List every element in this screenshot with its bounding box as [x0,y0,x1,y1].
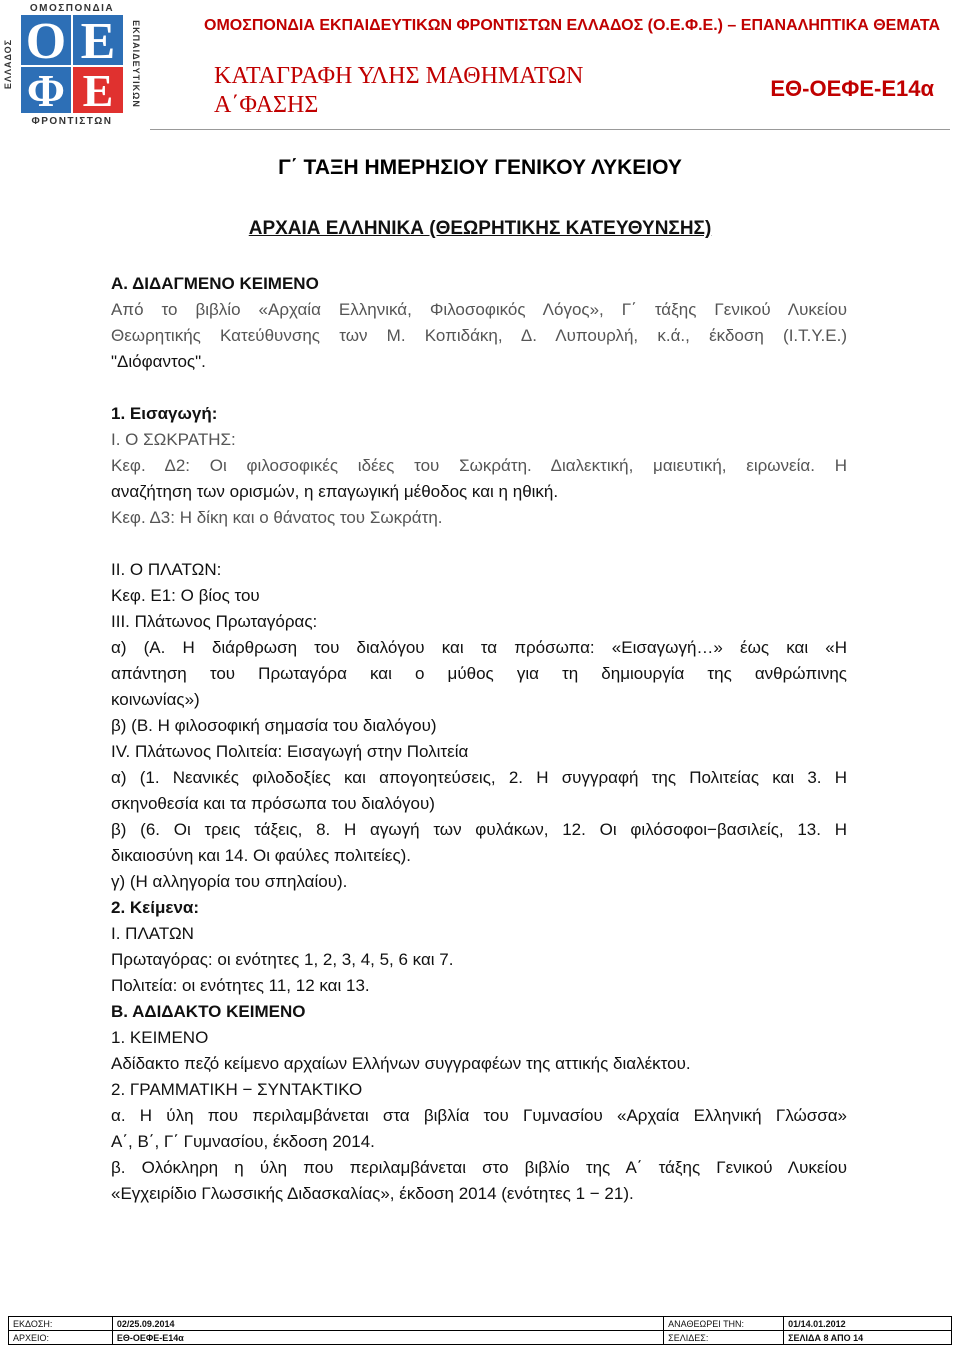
plato-line1: Κεφ. Ε1: Ο βίος του [111,586,260,605]
footer-edition-label: ΕΚΔΟΣΗ: [9,1317,113,1331]
politeia-b-line1: β) (6. Οι τρεις τάξεις, 8. Η αγωγή των φυλάκων, 12. Οι φιλόσοφοι−βασιλείς, 13. Η [111,820,847,839]
footer-pages-value: ΣΕΛΙΔΑ 8 ΑΠΟ 14 [784,1331,952,1345]
subject-title: ΑΡΧΑΙΑ ΕΛΛΗΝΙΚΑ (ΘΕΩΡΗΤΙΚΗΣ ΚΑΤΕΥΘΥΝΣΗΣ) [248,218,712,239]
document-title-line1: ΚΑΤΑΓΡΑΦΗ ΥΛΗΣ ΜΑΘΗΜΑΤΩΝ [214,63,584,89]
socrates-line2: αναζήτηση των ορισμών, η επαγωγική μέθοδος και η ηθική. [111,482,559,501]
texts-plato: Ι. ΠΛΑΤΩΝ [111,924,194,943]
svg-text:ΕΚΠΑΙΔΕΥΤΙΚΩΝ: ΕΚΠΑΙΔΕΥΤΙΚΩΝ [131,20,141,108]
logo-letter-o: Ο [25,13,67,70]
texts-politeia: Πολιτεία: οι ενότητες 11, 12 και 13. [111,976,370,995]
page-header [0,0,960,130]
svg-text:Ε: Ε [80,13,116,70]
section-a-heading: Α. ΔΙΔΑΓΜΕΝΟ ΚΕΙΜΕΝΟ [111,274,319,293]
politeia-a-line2: σκηνοθεσία και τα πρόσωπα του διαλόγου) [111,794,435,813]
svg-text:ΦΡΟΝΤΙΣΤΩΝ: ΦΡΟΝΤΙΣΤΩΝ [31,116,113,127]
header-divider [150,129,950,130]
svg-text:ΟΜΟΣΠΟΝΔΙΑ: ΟΜΟΣΠΟΝΔΙΑ [29,3,115,14]
footer-row-file [9,1331,952,1345]
footer-file-value: ΕΘ-ΟΕΦΕ-Ε14α [112,1331,663,1345]
section-a-intro-line3: "Διόφαντος". [111,352,206,371]
footer-revises-value: 01/14.01.2012 [784,1317,952,1331]
organization-title: ΟΜΟΣΠΟΝΔΙΑ ΕΚΠΑΙΔΕΥΤΙΚΩΝ ΦΡΟΝΤΙΣΤΩΝ ΕΛΛΑΔΟΣ (Ο.Ε.Φ.Ε.) – ΕΠΑΝΑΛΗΠΤΙΚΑ ΘΕΜΑΤΑ [204,17,941,34]
plato-heading: ΙΙ. Ο ΠΛΑΤΩΝ: [111,560,222,579]
section-b-heading: Β. ΑΔΙΔΑΚΤΟ ΚΕΙΜΕΝΟ [111,1002,306,1021]
svg-text:ΕΛΛΑΔΟΣ: ΕΛΛΑΔΟΣ [3,38,13,90]
footer-row-edition [9,1317,952,1331]
politeia-a-line1: α) (1. Νεανικές φιλοδοξίες και απογοητεύσεις, 2. Η συγγραφή της Πολιτείας και 3. Η [111,768,847,787]
b1-heading: 1. ΚΕΙΜΕΝΟ [111,1028,209,1047]
protagoras-a-line2: απάντηση του Πρωταγόρα και ο μύθος για τη δημιουργία της ανθρώπινης [111,664,847,683]
protagoras-heading: ΙΙΙ. Πλάτωνος Πρωταγόρας: [111,612,318,631]
footer-pages-label: ΣΕΛΙΔΕΣ: [664,1331,784,1345]
b2-b-line1: β. Ολόκληρη η ύλη που περιλαμβάνεται στο βιβλίο της Α΄ τάξης Γενικού Λυκείου [111,1158,847,1177]
grade-title: Γ΄ ΤΑΞΗ ΗΜΕΡΗΣΙΟΥ ΓΕΝΙΚΟΥ ΛΥΚΕΙΟΥ [278,156,682,179]
protagoras-b: β) (Β. Η φιλοσοφική σημασία του διαλόγου) [111,716,437,735]
footer-table [8,1316,952,1345]
politeia-b-line2: δικαιοσύνη και 14. Οι φαύλες πολιτείες). [111,846,412,865]
protagoras-a-line1: α) (Α. Η διάρθρωση του διαλόγου και τα πρόσωπα: «Εισαγωγή…» έως και «Η [111,638,847,657]
svg-text:Ε: Ε [82,65,114,116]
footer-edition-value: 02/25.09.2014 [112,1317,663,1331]
socrates-heading: Ι. Ο ΣΩΚΡΑΤΗΣ: [111,430,236,449]
texts-protagoras: Πρωταγόρας: οι ενότητες 1, 2, 3, 4, 5, 6 και 7. [111,950,454,969]
footer-file-label: ΑΡΧΕΙΟ: [9,1331,113,1345]
section-a-intro-line1: Από το βιβλίο «Αρχαία Ελληνικά, Φιλοσοφικός Λόγος», Γ΄ τάξης Γενικού Λυκείου [111,300,847,319]
document-title-line2: Α΄ΦΑΣΗΣ [214,92,319,118]
document-title [214,62,583,120]
b2-a-line2: Α΄, Β΄, Γ΄ Γυμνασίου, έκδοση 2014. [111,1132,375,1151]
footer-revises-label: ΑΝΑΘΕΩΡΕΙ ΤΗΝ: [664,1317,784,1331]
protagoras-a-line3: κοινωνίας») [111,690,200,709]
b2-b-line2: «Εγχειρίδιο Γλωσσικής Διδασκαλίας», έκδοση 2014 (ενότητες 1 − 21). [111,1184,634,1203]
socrates-line1: Κεφ. Δ2: Οι φιλοσοφικές ιδέες του Σωκράτη. Διαλεκτική, μαιευτική, ειρωνεία. Η [111,456,847,475]
section-a-intro-line2: Θεωρητικής Κατεύθυνσης των Μ. Κοπιδάκη, Δ. Λυπουρλή, κ.ά., έκδοση (Ι.Τ.Υ.Ε.) [111,326,847,345]
oefe-logo-icon [2,0,142,128]
politeia-heading: ΙV. Πλάτωνος Πολιτεία: Εισαγωγή στην Πολιτεία [111,742,469,761]
b1-text: Αδίδακτο πεζό κείμενο αρχαίων Ελλήνων συγγραφέων της αττικής διαλέκτου. [111,1054,691,1073]
svg-text:Φ: Φ [26,65,66,116]
b2-a-line1: α. Η ύλη που περιλαμβάνεται στα βιβλία του Γυμνασίου «Αρχαία Ελληνική Γλώσσα» [111,1106,847,1125]
document-code: ΕΘ-ΟΕΦΕ-Ε14α [770,76,934,101]
socrates-line3: Κεφ. Δ3: Η δίκη και ο θάνατος του Σωκράτη. [111,508,443,527]
politeia-c: γ) (Η αλληγορία του σπηλαίου). [111,872,348,891]
b2-heading: 2. ΓΡΑΜΜΑΤΙΚΗ − ΣΥΝΤΑΚΤΙΚΟ [111,1080,363,1099]
intro-heading: 1. Εισαγωγή: [111,404,218,423]
texts-heading: 2. Κείμενα: [111,898,200,917]
